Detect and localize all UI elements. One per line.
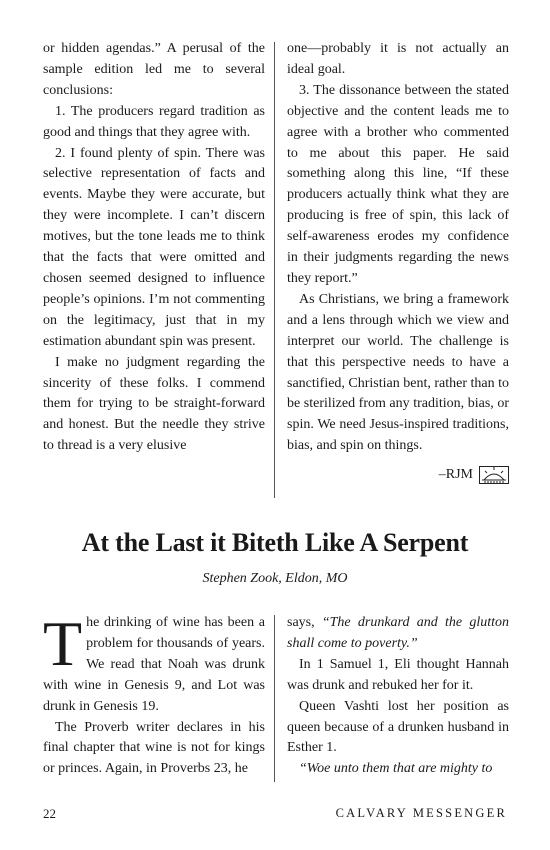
magazine-name: CALVARY MESSENGER <box>335 806 507 820</box>
article-title: At the Last it Biteth Like A Serpent <box>81 528 469 557</box>
paragraph <box>287 613 509 655</box>
page-number: 22 <box>43 806 56 821</box>
paragraph: I make no judgment regarding the sincerity of these folks. I commend them for trying to be straight-forward and honest. But the needle they strive to thread is a very elusive <box>43 354 265 454</box>
paragraph: As Christians, we bring a framework and a lens through which we view and interpret our world. The challenge is that this perspective needs to have a sanctified, Christian bent, rather than to be sterilized from any tradition, bias, or spin. We need Jesus-inspired traditions, bias, and spin on things. <box>287 291 509 454</box>
paragraph: 2. I found plenty of spin. There was selective representation of facts and events. Maybe they were accurate, but they were incomplete. I can’t discern motives, but the tone leads me to think that the facts that were omitted and chosen seemed designed to influence people’s opinions. I’m not commenting on the legitimacy, just that in my estimation abundant spin was present. <box>43 145 265 349</box>
paragraph: The Proverb writer declares in his final chapter that wine is not for kings or princes. Again, in Proverbs 23, he <box>43 719 265 777</box>
bottom-left-column <box>43 608 265 780</box>
scripture-quote: “Woe unto them that are mighty to <box>299 761 493 777</box>
paragraph: In 1 Samuel 1, Eli thought Hannah was drunk and rebuked her for it. <box>287 656 509 693</box>
paragraph: 3. The dissonance between the stated objective and the content leads me to agree with a brother who commented to me about this paper. He said something along this line, “If these producers actually think what they are producing is free of spin, this lack of self-awareness erodes my confidence in their judgments regarding the news they report.” <box>287 82 509 286</box>
bottom-right-column <box>287 613 509 780</box>
top-right-column <box>287 39 509 486</box>
signature-text: –RJM <box>438 467 473 483</box>
paragraph: 1. The producers regard tradition as good and things that they agree with. <box>43 103 265 140</box>
first-paragraph-text: he drinking of wine has been a problem for thousands of years. We read that Noah was drunk with wine in Genesis 9, and Lot was drunk in Genesis 19. <box>43 615 265 714</box>
paragraph: one—probably it is not actually an ideal goal. <box>287 41 509 77</box>
column-divider <box>274 42 275 498</box>
paragraph <box>287 759 509 780</box>
top-left-column <box>43 39 265 457</box>
signature <box>287 465 509 486</box>
sunrise-icon <box>479 466 509 484</box>
article-byline: Stephen Zook, Eldon, MO <box>202 571 348 586</box>
paragraph-text: says, <box>287 615 322 630</box>
column-divider <box>274 615 275 782</box>
paragraph: Queen Vashti lost her position as queen because of a drunken husband in Esther 1. <box>287 698 509 756</box>
scripture-quote: “The drunkard and the glutton shall come to poverty.” <box>287 615 509 651</box>
paragraph <box>43 608 265 718</box>
paragraph: or hidden agendas.” A perusal of the sample edition led me to several conclusions: <box>43 41 265 98</box>
drop-cap: T <box>43 608 83 679</box>
